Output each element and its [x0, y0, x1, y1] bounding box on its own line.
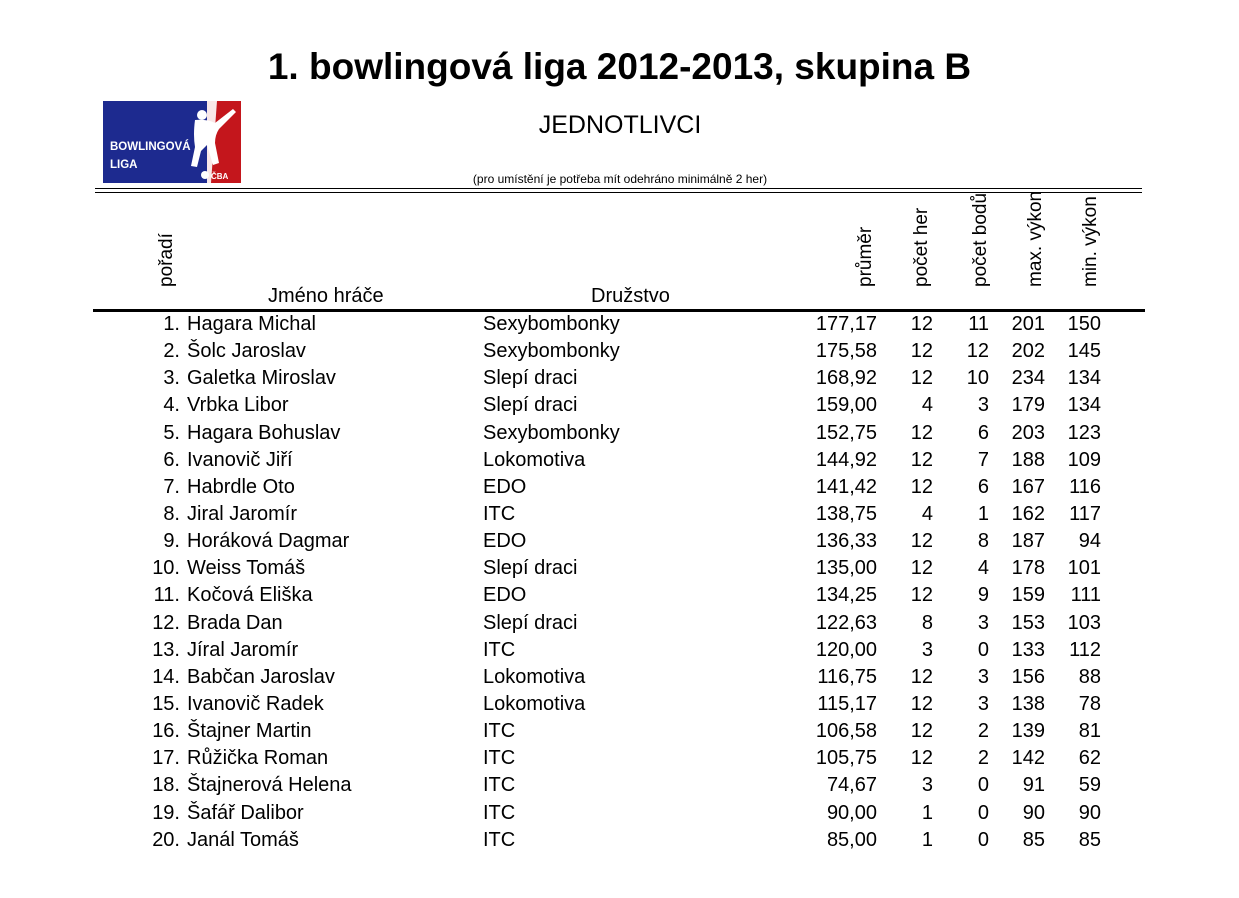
rank-cell: 1.	[163, 313, 180, 335]
team-cell: EDO	[483, 530, 527, 553]
team-cell: EDO	[483, 475, 527, 498]
svg-text:ČBA: ČBA	[211, 172, 229, 181]
team-cell: Sexybombonky	[483, 421, 620, 444]
max-score-cell: 91	[1022, 774, 1045, 797]
average-cell: 138,75	[815, 502, 877, 525]
points-cell: 2	[977, 747, 989, 770]
header-max: max. výkon	[1025, 190, 1046, 287]
page-title: 1. bowlingová liga 2012-2013, skupina B	[267, 46, 972, 87]
header-points: počet bodů	[970, 192, 991, 287]
rank-cell: 9.	[163, 530, 180, 553]
player-name-cell: Habrdle Oto	[187, 475, 295, 498]
points-cell: 0	[977, 774, 989, 797]
team-cell: ITC	[483, 747, 516, 770]
rank-cell: 6.	[163, 448, 180, 471]
average-cell: 106,58	[815, 720, 877, 743]
points-cell: 1	[977, 502, 989, 525]
rank-cell: 3.	[163, 367, 180, 390]
table-row	[0, 392, 1239, 419]
max-score-cell: 139	[1011, 720, 1045, 743]
qualification-note: (pro umístění je potřeba mít odehráno minimálně 2 her)	[472, 172, 768, 186]
average-cell: 115,17	[817, 692, 877, 715]
points-cell: 0	[977, 638, 989, 661]
max-score-cell: 90	[1022, 801, 1045, 824]
rank-cell: 10.	[152, 557, 180, 580]
min-score-cell: 62	[1078, 747, 1101, 770]
team-cell: Slepí draci	[483, 394, 578, 417]
player-name-cell: Ivanovič Radek	[187, 692, 324, 715]
games-cell: 12	[910, 747, 933, 770]
games-cell: 12	[910, 421, 933, 444]
max-score-cell: 178	[1011, 557, 1045, 580]
table-row	[0, 637, 1239, 664]
player-name-cell: Galetka Miroslav	[187, 367, 336, 390]
min-score-cell: 85	[1078, 828, 1101, 851]
min-score-cell: 123	[1067, 421, 1101, 444]
team-cell: Slepí draci	[483, 611, 578, 634]
games-cell: 12	[910, 448, 933, 471]
points-cell: 3	[977, 665, 989, 688]
games-cell: 12	[910, 720, 933, 743]
rank-cell: 5.	[163, 421, 180, 444]
max-score-cell: 133	[1011, 638, 1045, 661]
team-cell: ITC	[483, 801, 516, 824]
table-row	[0, 827, 1239, 854]
table-row	[0, 528, 1239, 555]
rank-cell: 18.	[152, 774, 180, 797]
player-name-cell: Štajnerová Helena	[187, 774, 352, 797]
team-cell: Sexybombonky	[483, 340, 620, 363]
header-name: Jméno hráče	[268, 285, 384, 307]
team-cell: Slepí draci	[483, 557, 578, 580]
table-row	[0, 474, 1239, 501]
max-score-cell: 167	[1011, 475, 1045, 498]
team-cell: ITC	[483, 774, 516, 797]
max-score-cell: 201	[1011, 313, 1045, 335]
player-name-cell: Weiss Tomáš	[187, 557, 306, 580]
min-score-cell: 145	[1067, 340, 1101, 363]
games-cell: 4	[921, 502, 933, 525]
min-score-cell: 81	[1078, 720, 1101, 743]
team-cell: Lokomotiva	[483, 448, 586, 471]
points-cell: 12	[966, 340, 989, 363]
player-name-cell: Babčan Jaroslav	[187, 665, 335, 688]
average-cell: 105,75	[815, 747, 877, 770]
max-score-cell: 179	[1011, 394, 1045, 417]
header-games: počet her	[911, 207, 932, 287]
table-row	[0, 691, 1239, 718]
rank-cell: 19.	[152, 801, 180, 824]
max-score-cell: 159	[1011, 584, 1045, 607]
rank-cell: 4.	[163, 394, 180, 417]
max-score-cell: 138	[1011, 692, 1045, 715]
table-row	[0, 664, 1239, 691]
games-cell: 12	[910, 665, 933, 688]
bowling-liga-logo	[103, 101, 241, 183]
max-score-cell: 156	[1011, 665, 1045, 688]
points-cell: 4	[977, 557, 989, 580]
team-cell: ITC	[483, 828, 516, 851]
games-cell: 12	[910, 530, 933, 553]
points-cell: 8	[977, 530, 989, 553]
average-cell: 74,67	[826, 774, 877, 797]
min-score-cell: 134	[1067, 394, 1101, 417]
rank-cell: 17.	[152, 747, 180, 770]
games-cell: 12	[910, 557, 933, 580]
player-name-cell: Šafář Dalibor	[187, 801, 304, 824]
games-cell: 8	[921, 611, 933, 634]
max-score-cell: 85	[1022, 828, 1045, 851]
average-cell: 135,00	[815, 557, 877, 580]
table-row	[0, 745, 1239, 772]
player-name-cell: Ivanovič Jiří	[187, 448, 293, 471]
player-name-cell: Hagara Michal	[187, 313, 316, 335]
team-cell: EDO	[483, 584, 527, 607]
rank-cell: 15.	[152, 692, 180, 715]
min-score-cell: 112	[1069, 638, 1101, 661]
average-cell: 134,25	[815, 584, 877, 607]
table-row	[0, 420, 1239, 447]
games-cell: 12	[910, 475, 933, 498]
svg-text:LIGA: LIGA	[110, 159, 138, 171]
average-cell: 159,00	[815, 394, 877, 417]
points-cell: 2	[977, 720, 989, 743]
max-score-cell: 202	[1011, 340, 1045, 363]
max-score-cell: 142	[1011, 747, 1045, 770]
points-cell: 3	[977, 692, 989, 715]
table-row	[0, 365, 1239, 392]
min-score-cell: 103	[1067, 611, 1101, 634]
min-score-cell: 101	[1067, 557, 1101, 580]
points-cell: 6	[977, 475, 989, 498]
min-score-cell: 94	[1078, 530, 1101, 553]
average-cell: 85,00	[826, 828, 877, 851]
games-cell: 3	[921, 638, 933, 661]
player-name-cell: Jiral Jaromír	[187, 502, 298, 525]
games-cell: 12	[910, 584, 933, 607]
games-cell: 1	[921, 828, 933, 851]
games-cell: 4	[921, 394, 933, 417]
min-score-cell: 78	[1078, 692, 1101, 715]
min-score-cell: 134	[1067, 367, 1101, 390]
max-score-cell: 234	[1011, 367, 1045, 390]
header-team: Družstvo	[591, 285, 670, 307]
max-score-cell: 162	[1011, 502, 1045, 525]
header-avg: průměr	[855, 226, 876, 287]
rank-cell: 16.	[152, 720, 180, 743]
points-cell: 3	[977, 611, 989, 634]
table-row	[0, 501, 1239, 528]
average-cell: 175,58	[815, 340, 877, 363]
games-cell: 12	[910, 367, 933, 390]
table-row	[0, 311, 1239, 338]
team-cell: ITC	[483, 502, 516, 525]
player-name-cell: Janál Tomáš	[187, 828, 299, 851]
rank-cell: 2.	[163, 340, 180, 363]
min-score-cell: 116	[1069, 475, 1101, 498]
min-score-cell: 90	[1078, 801, 1101, 824]
team-cell: Sexybombonky	[483, 313, 620, 335]
min-score-cell: 109	[1067, 448, 1101, 471]
results-table	[0, 311, 1239, 854]
section-subtitle: JEDNOTLIVCI	[538, 111, 702, 139]
team-cell: Lokomotiva	[483, 665, 586, 688]
rank-cell: 11.	[153, 584, 180, 607]
team-cell: Slepí draci	[483, 367, 578, 390]
min-score-cell: 88	[1078, 665, 1101, 688]
min-score-cell: 111	[1070, 584, 1101, 607]
average-cell: 177,17	[815, 313, 877, 335]
player-name-cell: Brada Dan	[187, 611, 283, 634]
rank-cell: 7.	[163, 475, 180, 498]
team-cell: ITC	[483, 638, 516, 661]
points-cell: 11	[968, 313, 989, 335]
player-name-cell: Horáková Dagmar	[187, 530, 350, 553]
points-cell: 3	[977, 394, 989, 417]
player-name-cell: Kočová Eliška	[187, 584, 313, 607]
rank-cell: 13.	[152, 638, 180, 661]
games-cell: 1	[921, 801, 933, 824]
points-cell: 6	[977, 421, 989, 444]
average-cell: 168,92	[815, 367, 877, 390]
rank-cell: 8.	[163, 502, 180, 525]
average-cell: 152,75	[815, 421, 877, 444]
average-cell: 141,42	[815, 475, 877, 498]
average-cell: 90,00	[826, 801, 877, 824]
points-cell: 9	[977, 584, 989, 607]
average-cell: 122,63	[815, 611, 877, 634]
min-score-cell: 150	[1067, 313, 1101, 335]
games-cell: 3	[921, 774, 933, 797]
average-cell: 144,92	[815, 448, 877, 471]
rank-cell: 14.	[152, 665, 180, 688]
points-cell: 0	[977, 828, 989, 851]
team-cell: Lokomotiva	[483, 692, 586, 715]
points-cell: 7	[977, 448, 989, 471]
points-cell: 0	[977, 801, 989, 824]
games-cell: 12	[910, 340, 933, 363]
svg-text:BOWLINGOVÁ: BOWLINGOVÁ	[110, 141, 191, 153]
table-row	[0, 338, 1239, 365]
min-score-cell: 59	[1078, 774, 1101, 797]
table-row	[0, 447, 1239, 474]
table-row	[0, 800, 1239, 827]
table-row	[0, 582, 1239, 609]
team-cell: ITC	[483, 720, 516, 743]
table-row	[0, 555, 1239, 582]
table-row	[0, 772, 1239, 799]
player-name-cell: Štajner Martin	[187, 720, 312, 743]
average-cell: 116,75	[817, 665, 877, 688]
player-name-cell: Šolc Jaroslav	[187, 340, 306, 363]
player-name-cell: Vrbka Libor	[187, 394, 289, 417]
max-score-cell: 153	[1011, 611, 1045, 634]
player-name-cell: Růžička Roman	[187, 747, 329, 770]
games-cell: 12	[910, 313, 933, 335]
games-cell: 12	[910, 692, 933, 715]
max-score-cell: 187	[1011, 530, 1045, 553]
average-cell: 120,00	[815, 638, 877, 661]
max-score-cell: 188	[1011, 448, 1045, 471]
header-min: min. výkon	[1080, 196, 1101, 287]
min-score-cell: 117	[1069, 502, 1101, 525]
points-cell: 10	[966, 367, 989, 390]
header-rank: pořadí	[156, 233, 177, 287]
table-row	[0, 718, 1239, 745]
max-score-cell: 203	[1011, 421, 1045, 444]
rank-cell: 12.	[152, 611, 180, 634]
table-row	[0, 610, 1239, 637]
player-name-cell: Jíral Jaromír	[187, 638, 299, 661]
rank-cell: 20.	[152, 828, 180, 851]
average-cell: 136,33	[815, 530, 877, 553]
player-name-cell: Hagara Bohuslav	[187, 421, 341, 444]
